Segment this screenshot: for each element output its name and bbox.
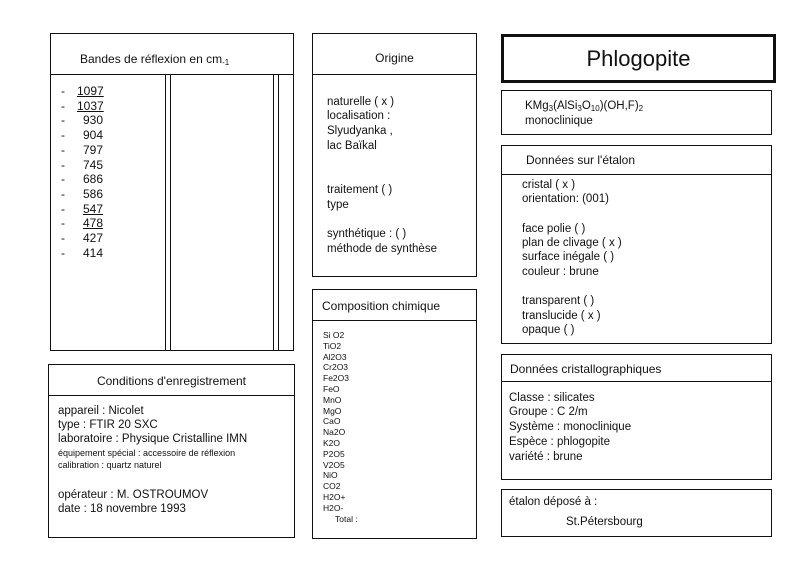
band-dash: - (61, 216, 65, 231)
composition-item: P2O5 (323, 448, 345, 459)
bands-header-unit: -1 (222, 58, 230, 67)
depot-box (501, 489, 772, 537)
operateur-line: opérateur : M. OSTROUMOV (58, 489, 209, 501)
etalon-panel (501, 145, 772, 344)
band-dash: - (61, 128, 65, 143)
calibration-line: calibration : quartz naturel (58, 460, 162, 470)
bands-col-divider-4 (278, 74, 279, 350)
origine-line-3: lac Baïkal (327, 140, 377, 152)
translucide-line: translucide ( x ) (522, 310, 601, 322)
band-value: 586 (82, 186, 103, 201)
composition-header (313, 290, 476, 321)
band-value: 745 (82, 157, 103, 172)
classe-line: Classe : silicates (509, 392, 595, 404)
composition-item: V2O5 (323, 459, 345, 470)
transparent-line: transparent ( ) (522, 295, 595, 307)
cristallo-header (502, 355, 771, 382)
formula: $KMg_3(AlSi_3O_{10})(OH,F)_2$ (525, 100, 644, 113)
composition-item: TiO2 (323, 340, 342, 351)
bands-col-divider-2 (170, 74, 171, 350)
plan-clivage-line: plan de clivage ( x ) (522, 237, 622, 249)
etalon-header (502, 146, 771, 175)
synthese-line: synthétique : ( ) (327, 228, 407, 240)
band-value: 930 (82, 113, 103, 128)
band-value: 547 (82, 201, 103, 216)
systeme-line: Système : monoclinique (509, 421, 632, 433)
face-polie-line: face polie ( ) (522, 223, 586, 235)
origine-header (313, 34, 476, 75)
band-dash: - (61, 84, 65, 98)
variete-line: variété : brune (509, 451, 583, 463)
bands-header-text: Bandes de réflexion en cm (80, 52, 223, 66)
composition-item: FeO (323, 384, 340, 394)
bands-panel (50, 33, 294, 351)
band-dash: - (61, 172, 65, 187)
band-dash: - (61, 98, 65, 113)
bands-header (51, 34, 293, 75)
composition-item: Total : (335, 513, 358, 524)
bands-col-divider-3 (273, 74, 274, 350)
band-dash: - (61, 113, 65, 128)
type-appareil-line: type : FTIR 20 SXC (58, 419, 158, 431)
cristal-line: cristal ( x ) (522, 179, 576, 191)
band-value: 797 (82, 142, 103, 157)
composition-item: Si O2 (323, 330, 345, 340)
band-value: 1097 (77, 84, 104, 98)
surface-line: surface inégale ( ) (522, 251, 615, 263)
composition-item: CaO (323, 416, 341, 427)
espece-line: Espèce : phlogopite (509, 436, 611, 448)
cristallo-title: Données cristallographiques (510, 362, 662, 376)
composition-item: K2O (323, 438, 341, 448)
laboratoire-line: laboratoire : Physique Cristalline IMN (58, 433, 248, 445)
conditions-title: Conditions d'enregistrement (96, 374, 247, 388)
crystal-system: monoclinique (525, 115, 593, 127)
composition-item: H2O- (323, 502, 344, 513)
band-dash: - (61, 157, 65, 172)
band-value: 478 (82, 216, 103, 231)
band-dash: - (61, 186, 65, 201)
composition-item: MnO (323, 394, 342, 405)
cristallo-panel (501, 354, 772, 480)
groupe-line: Groupe : C 2/m (509, 406, 588, 418)
composition-item: CO2 (323, 481, 341, 492)
origine-panel (312, 33, 477, 277)
composition-panel (312, 289, 477, 539)
band-dash: - (61, 231, 65, 245)
mineral-title: Phlogopite (586, 46, 691, 71)
etalon-title: Données sur l'étalon (526, 153, 636, 167)
orientation-line: orientation: (001) (522, 193, 609, 205)
origine-line-2: Slyudyanka , (327, 125, 393, 137)
equipement-line: équipement spécial : accessoire de réflexion (58, 448, 236, 458)
couleur-line: couleur : brune (522, 266, 599, 278)
origine-title: Origine (375, 51, 414, 65)
band-value: 414 (82, 245, 103, 260)
composition-item: H2O+ (323, 492, 346, 502)
composition-item: Cr2O3 (323, 362, 349, 373)
bands-header-label (80, 52, 229, 67)
composition-title: Composition chimique (322, 299, 441, 313)
band-dash: - (61, 201, 65, 216)
origine-line-1: localisation : (327, 110, 391, 122)
date-line: date : 18 novembre 1993 (58, 503, 186, 515)
title-box (501, 34, 776, 83)
traitement-line: traitement ( ) (327, 184, 393, 196)
type-line: type (327, 199, 349, 211)
band-dash: - (61, 245, 65, 260)
conditions-header (49, 365, 294, 396)
composition-item: Fe2O3 (323, 373, 349, 384)
origine-line-0: naturelle ( x ) (327, 96, 395, 108)
formula-box (501, 90, 772, 135)
band-dash: - (61, 142, 65, 157)
composition-item: NiO (323, 470, 338, 481)
band-value: 904 (82, 128, 103, 143)
band-value: 1037 (77, 98, 104, 113)
depot-label: étalon déposé à : (509, 496, 598, 508)
depot-place: St.Pétersbourg (566, 516, 643, 528)
appareil-line: appareil : Nicolet (58, 405, 144, 417)
band-value: 686 (82, 172, 103, 187)
composition-item: Al2O3 (323, 351, 347, 362)
composition-item: MgO (323, 405, 342, 416)
band-value: 427 (82, 231, 103, 245)
bands-col-divider-1 (165, 74, 166, 350)
composition-item: Na2O (323, 427, 346, 438)
methode-line: méthode de synthèse (327, 243, 437, 255)
opaque-line: opaque ( ) (522, 324, 575, 336)
conditions-panel (48, 364, 295, 538)
